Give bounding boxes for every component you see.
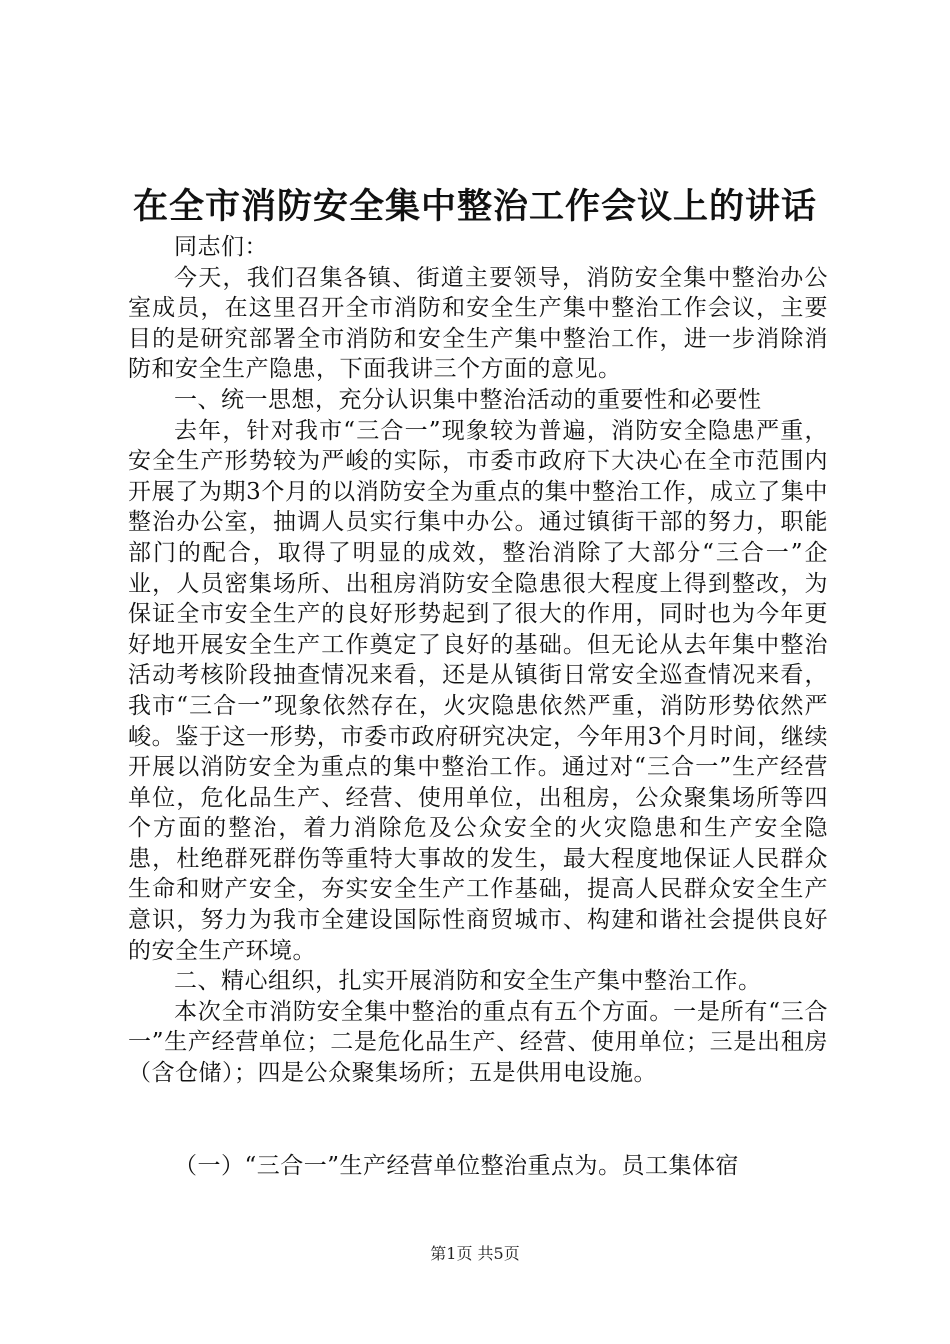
document-body bbox=[128, 232, 828, 1089]
section-heading-1: 一、统一思想，充分认识集中整治活动的重要性和必要性 bbox=[174, 386, 762, 413]
page-footer: 第1页 共5页 bbox=[430, 1244, 520, 1263]
paragraph-section-1: 去年，针对我市“三合一”现象较为普遍，消防安全隐患严重，安全生产形势较为严峻的实际，市委市政府下大决心在全市范围内开展了为期3个月的以消防安全为重点的集中整治工作，成立了集中整治办公室，抽调人员实行集中办公。通过镇街干部的努力，职能部门的配合，取得了明显的成效，整治消除了大部分“三合一”企业，人员密集场所、出租房消防安全隐患很大程度上得到整改，为保证全市安全生产的良好形势起到了很大的作用，同时也为今年更好地开展安全生产工作奠定了良好的基础。但无论从去年集中整治活动考核阶段抽查情况来看，还是从镇街日常安全巡查情况来看，我市“三合一”现象依然存在，火灾隐患依然严重，消防形势依然严峻。鉴于这一形势，市委市政府研究决定，今年用3个月时间，继续开展以消防安全为重点的集中整治工作。通过对“三合一”生产经营单位，危化品生产、经营、使用单位，出租房，公众聚集场所等四个方面的整治，着力消除危及公众安全的火灾隐患和生产安全隐患，杜绝群死群伤等重特大事故的发生，最大程度地保证人民群众生命和财产安全，夯实安全生产工作基础，提高人民群众安全生产意识，努力为我市全建设国际性商贸城市、构建和谐社会提供良好的安全生产环境。 bbox=[128, 417, 828, 964]
section-heading-2: 二、精心组织，扎实开展消防和安全生产集中整治工作。 bbox=[174, 968, 762, 995]
sub-heading-1: （一）“三合一”生产经营单位整治重点为。员工集体宿 bbox=[174, 1153, 740, 1179]
document-title: 在全市消防安全集中整治工作会议上的讲话 bbox=[132, 187, 817, 227]
salutation: 同志们： bbox=[174, 234, 268, 260]
paragraph-intro: 今天，我们召集各镇、街道主要领导，消防安全集中整治办公室成员，在这里召开全市消防和安全生产集中整治工作会议，主要目的是研究部署全市消防和安全生产集中整治工作，进一步消除消防和安全生产隐患，下面我讲三个方面的意见。 bbox=[128, 264, 828, 383]
paragraph-section-2: 本次全市消防安全集中整治的重点有五个方面。一是所有“三合一”生产经营单位；二是危化品生产、经营、使用单位；三是出租房（含仓储）；四是公众聚集场所；五是供用电设施。 bbox=[128, 998, 828, 1087]
